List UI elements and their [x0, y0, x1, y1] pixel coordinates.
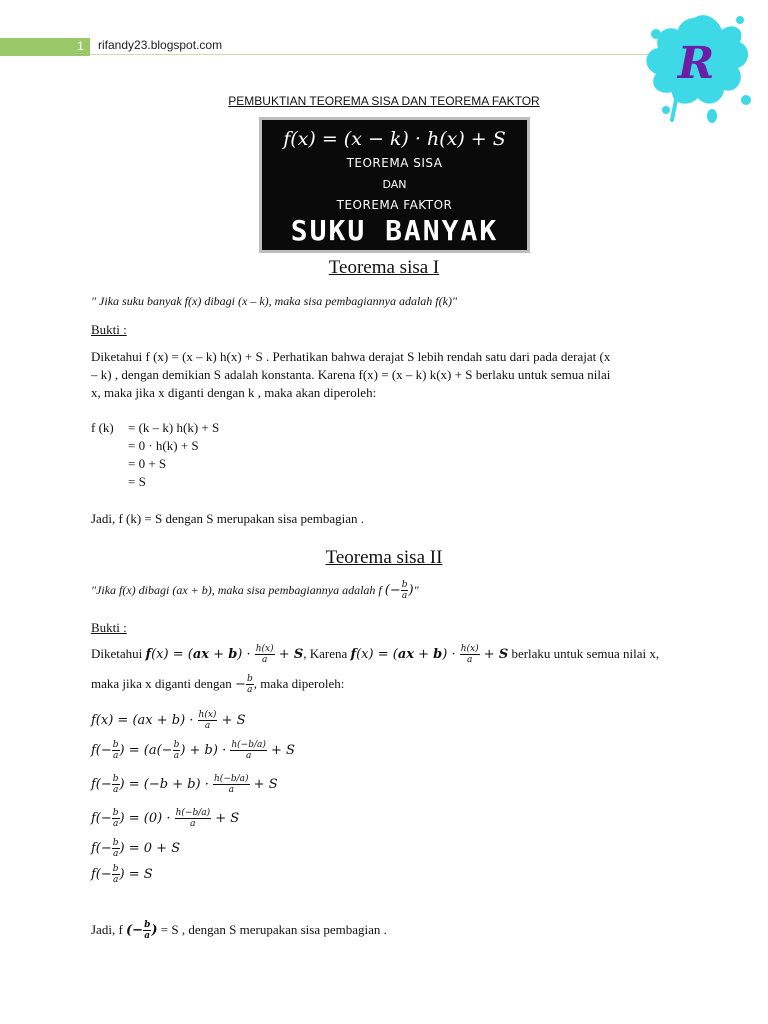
section1-para-line1: Diketahui f (x) = (x – k) h(x) + S . Perhatikan bahwa derajat S lebih rendah satu dari pada derajat (x — [91, 349, 611, 364]
section1-bukti: Bukti : — [91, 322, 127, 337]
section2-para-line1: Diketahui f(x) = (ax + b) · $\frac{h(x)}{a}$ + S, Karena f(x) = (ax + b) · $\frac{h(x)}{a}$ + S berlaku untuk semua nilai x, — [91, 644, 660, 665]
section1-para-line3: x, maka jika x diganti dengan k , maka akan diperoleh: — [91, 385, 377, 400]
banner-line-3: TEOREMA FAKTOR — [336, 198, 453, 212]
site-url: rifandy23.blogspot.com — [98, 38, 223, 52]
derivation-line-6: f(− $\frac{b}{a}$ ) = S — [91, 864, 153, 885]
banner-line-1: TEOREMA SISA — [346, 156, 443, 170]
section2-heading: Teorema sisa II — [325, 547, 443, 568]
derivation-line-2: f(− $\frac{b}{a}$ ) = (a(− $\frac{b}{a}$ ) + b) · $\frac{h(-b/a)}{a}$ + S — [91, 740, 295, 761]
title-banner — [259, 117, 530, 253]
section2-conclusion: Jadi, f (− $\frac{b}{a}$ ) = S , dengan S merupakan sisa pembagian . — [91, 920, 387, 941]
step-rhs: = (k – k) h(k) + S — [128, 420, 220, 435]
derivation-line-5: f(− $\frac{b}{a}$ ) = 0 + S — [91, 838, 181, 859]
section2-para-line2: maka jika x diganti dengan − $\frac{b}{a}$ , maka diperoleh: — [91, 674, 345, 695]
section1-conclusion: Jadi, f (k) = S dengan S merupakan sisa pembagian . — [91, 511, 365, 526]
derivation-line-1: f(x) = (ax + b) · $\frac{h(x)}{a}$ + S — [91, 710, 246, 731]
section1-heading: Teorema sisa I — [328, 257, 440, 278]
page-number: 1 — [77, 39, 84, 53]
banner-line-2: DAN — [382, 178, 407, 191]
section1-quote: " Jika suku banyak f(x) dibagi (x – k), maka sisa pembagiannya adalah f(k)" — [91, 294, 457, 308]
step-rhs: = S — [128, 474, 146, 489]
step-rhs: = 0 · h(k) + S — [128, 438, 199, 453]
logo-letter: R — [677, 38, 715, 89]
section2-bukti: Bukti : — [91, 620, 127, 635]
step-lhs: f (k) — [91, 420, 114, 435]
document-title: PEMBUKTIAN TEOREMA SISA DAN TEOREMA FAKTOR — [228, 94, 540, 108]
header-rule — [90, 54, 650, 55]
section1-para-line2: – k) , dengan demikian S adalah konstanta. Karena f(x) = (x – k) k(x) + S berlaku untuk semua nilai — [91, 367, 611, 382]
step-rhs: = 0 + S — [128, 456, 167, 471]
banner-big-text: SUKU BANYAK — [290, 214, 499, 247]
section2-quote: "Jika f(x) dibagi (ax + b), maka sisa pembagiannya adalah f (− $\frac{b}{a}$ )" — [91, 580, 419, 601]
derivation-line-3: f(− $\frac{b}{a}$ ) = (−b + b) · $\frac{h(-b/a)}{a}$ + S — [91, 774, 278, 795]
derivation-line-4: f(− $\frac{b}{a}$ ) = (0) · $\frac{h(-b/a)}{a}$ + S — [91, 808, 240, 829]
banner-formula: f(x) = (x − k) · h(x) + S — [283, 128, 506, 150]
